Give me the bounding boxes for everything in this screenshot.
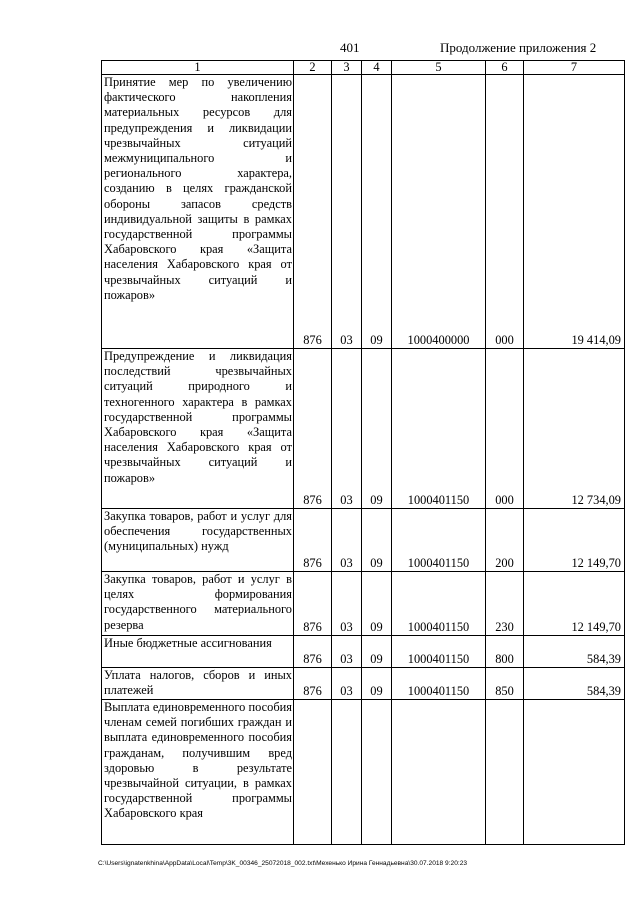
cell-pr: 09 [362,75,392,349]
row-name: Закупка товаров, работ и услуг в целях формирования государственного материального резерва [102,572,294,636]
cell-pr: 09 [362,636,392,668]
cell-ved: 876 [294,636,332,668]
cell-sum: 12 149,70 [524,509,625,572]
cell-ved: 876 [294,75,332,349]
column-header: 2 [294,61,332,75]
column-header: 5 [392,61,486,75]
table-row [102,700,625,845]
cell-vr: 200 [486,509,524,572]
row-name: Принятие мер по увеличению фактического накопления материальных ресурсов для предупреждения и ликвидации чрезвычайных ситуаций межмуниципального и регионального характера, созданию в целях гражданской обороны запасов средств индивидуальной защиты в рамках государственной программы Хабаровского края «Защита населения Хабаровского края от чрезвычайных ситуаций и пожаров» [102,75,294,349]
row-name: Уплата налогов, сборов и иных платежей [102,668,294,700]
cell-sum: 19 414,09 [524,75,625,349]
cell-ved: 876 [294,668,332,700]
row-name: Предупреждение и ликвидация последствий чрезвычайных ситуаций природного и техногенного характера в рамках государственной программы Хабаровского края «Защита населения Хабаровского края от чрезвычайных ситуаций и пожаров» [102,349,294,509]
row-name: Иные бюджетные ассигнования [102,636,294,668]
cell-csr: 1000401150 [392,636,486,668]
table-row [102,509,625,572]
cell-ved: 876 [294,572,332,636]
row-name: Закупка товаров, работ и услуг для обеспечения государственных (муниципальных) нужд [102,509,294,572]
continuation-title: Продолжение приложения 2 [440,40,597,55]
cell-pr: 09 [362,668,392,700]
cell-ved: 876 [294,349,332,509]
file-path-footer: C:\Users\ignatenkhina\AppData\Local\Temp\3K_00346_25072018_002.txt\Мехенько Ирина Геннадьевна\30.07.2018 9:20:23 [98,860,468,867]
cell-pr: 09 [362,349,392,509]
cell-csr: 1000401150 [392,668,486,700]
cell-csr [392,700,486,845]
table-row [102,349,625,509]
cell-vr: 230 [486,572,524,636]
cell-vr: 800 [486,636,524,668]
cell-rz: 03 [332,349,362,509]
header-row [102,61,625,75]
table-row [102,572,625,636]
table-row [102,668,625,700]
row-name: Выплата единовременного пособия членам семей погибших граждан и выплата единовременного пособия гражданам, получившим вред здоровью в результате чрезвычайной ситуации, в рамках государственной программы Хабаровского края [102,700,294,845]
budget-table [101,60,625,845]
column-header: 4 [362,61,392,75]
table-row [102,75,625,349]
cell-ved: 876 [294,509,332,572]
cell-rz: 03 [332,509,362,572]
cell-rz: 03 [332,75,362,349]
cell-rz: 03 [332,636,362,668]
cell-pr [362,700,392,845]
column-header: 7 [524,61,625,75]
column-header: 1 [102,61,294,75]
cell-rz [332,700,362,845]
cell-vr: 000 [486,349,524,509]
cell-vr: 000 [486,75,524,349]
cell-sum: 584,39 [524,668,625,700]
column-header: 6 [486,61,524,75]
cell-sum [524,700,625,845]
cell-csr: 1000400000 [392,75,486,349]
cell-csr: 1000401150 [392,349,486,509]
cell-ved [294,700,332,845]
table-row [102,636,625,668]
cell-vr: 850 [486,668,524,700]
cell-csr: 1000401150 [392,572,486,636]
cell-pr: 09 [362,509,392,572]
cell-sum: 584,39 [524,636,625,668]
cell-vr [486,700,524,845]
cell-csr: 1000401150 [392,509,486,572]
column-header: 3 [332,61,362,75]
cell-rz: 03 [332,668,362,700]
page-number: 401 [340,40,360,55]
cell-pr: 09 [362,572,392,636]
cell-rz: 03 [332,572,362,636]
cell-sum: 12 149,70 [524,572,625,636]
cell-sum: 12 734,09 [524,349,625,509]
